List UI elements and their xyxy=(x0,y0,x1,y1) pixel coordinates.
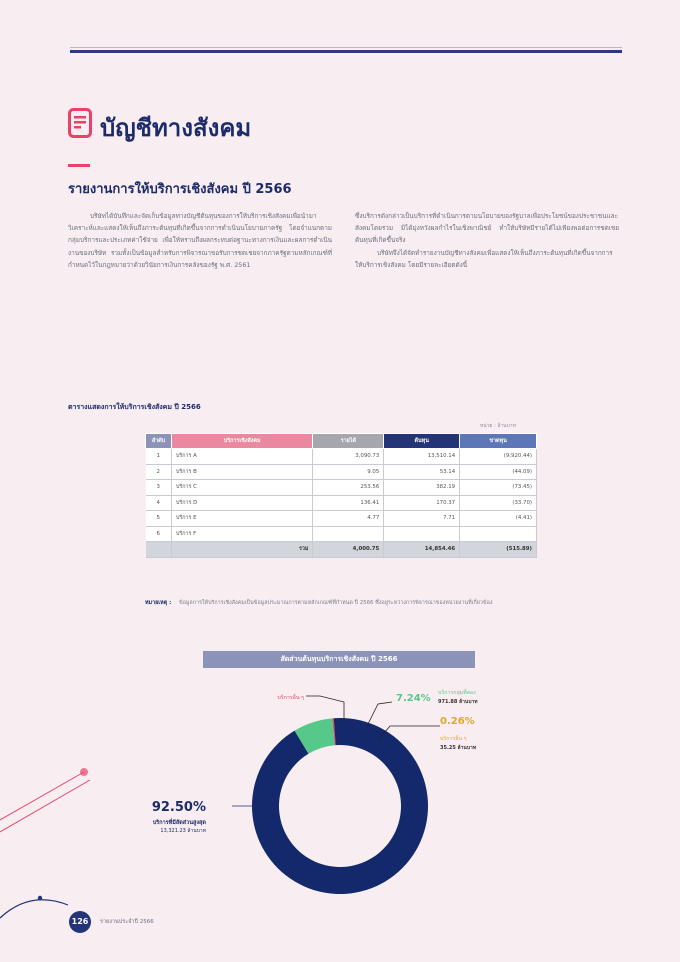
table-cell: (44.09) xyxy=(460,464,537,480)
table-cell: 253.56 xyxy=(313,480,384,496)
table-cell: บริการ D xyxy=(171,495,313,511)
table-cell: 3 xyxy=(146,480,172,496)
table-cell: (4.41) xyxy=(460,511,537,527)
header-cell: รายได้ xyxy=(313,434,384,449)
table-cell: 382.19 xyxy=(384,480,460,496)
table-cell: 53.14 xyxy=(384,464,460,480)
header-cell: บริการเชิงสังคม xyxy=(171,434,313,449)
table-cell: (73.45) xyxy=(460,480,537,496)
table-cell: 4.77 xyxy=(313,511,384,527)
label-green-name: บริการกลุ่มที่สอง xyxy=(438,690,476,696)
table-cell: 170.37 xyxy=(384,495,460,511)
table-cell: 4 xyxy=(146,495,172,511)
table-cell: (33.70) xyxy=(460,495,537,511)
page-title: บัญชีทางสังคม xyxy=(100,114,252,142)
donut-slices xyxy=(252,718,428,894)
table-title: ตารางแสดงการให้บริการเชิงสังคม ปี 2566 xyxy=(68,403,201,411)
table-cell: บริการ B xyxy=(171,464,313,480)
table-cell: 4,000.75 xyxy=(313,542,384,558)
chart-title: สัดส่วนต้นทุนบริการเชิงสังคม ปี 2566 xyxy=(203,651,475,668)
unit-note: หน่วย : ล้านบาท xyxy=(480,423,516,429)
label-yellow-pct: 0.26% xyxy=(440,716,475,727)
footnote-text: ข้อมูลการให้บริการเชิงสังคมเป็นข้อมูลประมาณการตามหลักเกณฑ์ที่กำหนด ปี 2566 ซึ่งอยู่ระหว่างการพิจารณาของหน่วยงานที่เกี่ยวข้อง xyxy=(178,600,493,606)
table-cell: 136.41 xyxy=(313,495,384,511)
table-cell: 2 xyxy=(146,464,172,480)
label-big-pct: 92.50% xyxy=(151,800,206,815)
donut-slice xyxy=(252,718,428,894)
header-cell: ลำดับ xyxy=(146,434,172,449)
table-cell: 6 xyxy=(146,526,172,542)
paragraph: บริษัทจึงได้จัดทำรายงานบัญชีทางสังคมเพื่อแสดงให้เห็นถึงภาระต้นทุนที่เกิดขึ้นจากการให้บริการเชิงสังคม โดยมีรายละเอียดดังนี้ xyxy=(355,248,613,269)
decorative-lines xyxy=(0,768,90,918)
label-big-name: บริการที่มีสัดส่วนสูงสุด xyxy=(152,820,206,826)
table-cell: 7.71 xyxy=(384,511,460,527)
table-cell: 9.05 xyxy=(313,464,384,480)
label-pink-name: บริการอื่น ๆ xyxy=(277,695,304,701)
table-cell: (9,920.44) xyxy=(460,449,537,465)
table-cell: บริการ E xyxy=(171,511,313,527)
table-cell: 5 xyxy=(146,511,172,527)
table-cell: 13,510.14 xyxy=(384,449,460,465)
page-number: 126 xyxy=(69,911,91,933)
footer-text: รายงานประจำปี 2566 xyxy=(100,919,154,925)
paragraph: บริษัทได้บันทึกและจัดเก็บข้อมูลทางบัญชีต้นทุนของการให้บริการเชิงสังคมเพื่อนำมาวิเคราะห์และแสดงให้เห็นถึงภาระต้นทุนที่เกิดขึ้นจากการดำเนินนโยบายภาครัฐ โดยจำแนกตามกลุ่มบริการและประเภทค่าใช้จ่าย เพื่อให้ทราบถึงผลกระทบต่อฐานะทางการเงินและผลการดำเนินงานของบริษัท รวมทั้งเป็นข้อมูลสำหรับการพิจารณาขอรับการชดเชยจากภาครัฐตามหลักเกณฑ์ที่กำหนดไว้ในกฎหมายว่าด้วยวินัยการเงินการคลังของรัฐ พ.ศ. 2561 xyxy=(68,212,332,269)
table-cell: บริการ F xyxy=(171,526,313,542)
label-yellow-value: 35.25 ล้านบาท xyxy=(440,745,477,751)
table-cell: บริการ C xyxy=(171,480,313,496)
label-green-pct: 7.24% xyxy=(396,693,431,704)
label-big-value: 13,321.23 ล้านบาท xyxy=(160,828,206,834)
table-cell: 1 xyxy=(146,449,172,465)
table-cell: บริการ A xyxy=(171,449,313,465)
footnote-label: หมายเหตุ : xyxy=(145,600,172,606)
label-yellow-name: บริการอื่น ๆ xyxy=(440,736,467,742)
paragraph: ซึ่งบริการดังกล่าวเป็นบริการที่ดำเนินการตามนโยบายของรัฐบาลเพื่อประโยชน์ของประชาชนและสังคมโดยรวม มิได้มุ่งหวังผลกำไรในเชิงพาณิชย์ ทำให้บริษัทมีรายได้ไม่เพียงพอต่อการชดเชยต้นทุนที่เกิดขึ้นจริง xyxy=(355,212,619,245)
header-cell: ขาดทุน xyxy=(460,434,537,449)
table-cell: รวม xyxy=(171,542,313,558)
table-cell: (515.89) xyxy=(460,542,537,558)
label-green-value: 971.88 ล้านบาท xyxy=(438,699,478,705)
header-cell: ต้นทุน xyxy=(384,434,460,449)
section-subtitle: รายงานการให้บริการเชิงสังคม ปี 2566 xyxy=(68,182,292,197)
table-cell: 3,090.73 xyxy=(313,449,384,465)
table-cell: 14,854.46 xyxy=(384,542,460,558)
